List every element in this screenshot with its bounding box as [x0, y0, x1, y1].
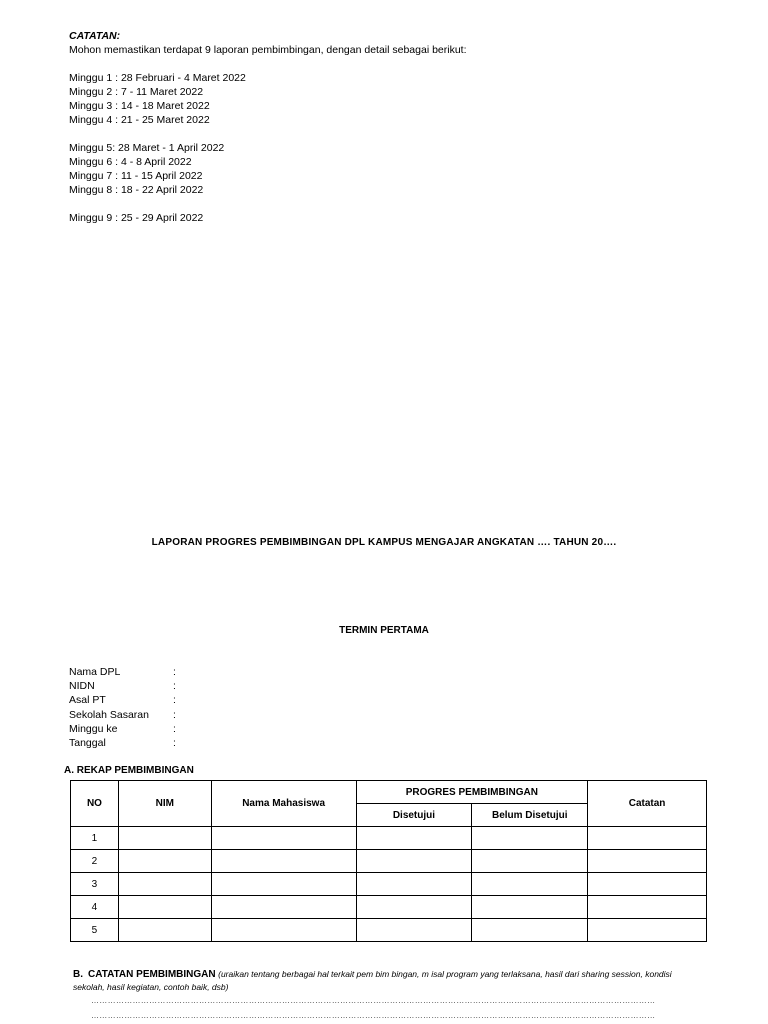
section-b-description: (uraikan tentang berbagai hal terkait pem bim bingan, m isal program yang terlaksana, hasil dari sharing session, kondisi sekolah, hasil kegiatan, contoh baik, dsb) [73, 969, 672, 992]
header-nim: NIM [118, 781, 211, 827]
info-colon: : [173, 666, 176, 678]
nama-cell[interactable] [211, 896, 356, 919]
header-no: NO [71, 781, 119, 827]
disetujui-cell[interactable] [356, 827, 472, 850]
belum-cell[interactable] [472, 827, 588, 850]
belum-cell[interactable] [472, 873, 588, 896]
info-row-tanggal [69, 736, 176, 750]
info-label: Nama DPL [69, 666, 121, 678]
header-belum: Belum Disetujui [472, 804, 588, 827]
week-item: Minggu 6 : 4 - 8 April 2022 [69, 156, 192, 168]
header-progres: PROGRES PEMBIMBINGAN [356, 781, 588, 804]
info-colon: : [173, 694, 176, 707]
header-disetujui: Disetujui [356, 804, 472, 827]
catatan-cell[interactable] [588, 919, 707, 942]
nama-cell[interactable] [211, 850, 356, 873]
info-fields [69, 665, 176, 750]
info-label: Tanggal [69, 736, 106, 749]
nama-cell[interactable] [211, 873, 356, 896]
belum-cell[interactable] [472, 919, 588, 942]
dotted-line[interactable]: …………………………………………………………………………………………………………………………………………………………………………………… [91, 1011, 656, 1020]
catatan-cell[interactable] [588, 827, 707, 850]
note-intro: Mohon memastikan terdapat 9 laporan pembimbingan, dengan detail sebagai berikut: [69, 44, 467, 56]
info-colon: : [173, 736, 176, 749]
table-row [71, 896, 707, 919]
nama-cell[interactable] [211, 827, 356, 850]
row-number: 2 [71, 850, 119, 873]
info-colon: : [173, 680, 176, 693]
info-row-nama-dpl [69, 665, 176, 679]
dotted-line[interactable]: …………………………………………………………………………………………………………………………………………………………………………………… [91, 996, 656, 1005]
disetujui-cell[interactable] [356, 896, 472, 919]
info-label: NIDN [69, 680, 95, 693]
report-title: LAPORAN PROGRES PEMBIMBINGAN DPL KAMPUS MENGAJAR ANGKATAN …. TAHUN 20…. [151, 537, 617, 548]
info-colon: : [173, 722, 176, 735]
info-row-asal-pt [69, 693, 176, 707]
section-b [73, 968, 703, 994]
info-row-nidn [69, 679, 176, 693]
catatan-cell[interactable] [588, 850, 707, 873]
table-row [71, 850, 707, 873]
nim-cell[interactable] [118, 896, 211, 919]
info-label: Minggu ke [69, 722, 118, 735]
table-row [71, 827, 707, 850]
catatan-cell[interactable] [588, 896, 707, 919]
belum-cell[interactable] [472, 896, 588, 919]
info-label: Sekolah Sasaran [69, 708, 149, 721]
nim-cell[interactable] [118, 850, 211, 873]
week-item: Minggu 8 : 18 - 22 April 2022 [69, 184, 204, 196]
note-title: CATATAN: [69, 30, 121, 42]
termin-title: TERMIN PERTAMA [339, 625, 429, 636]
week-schedule-list [69, 71, 246, 225]
catatan-cell[interactable] [588, 873, 707, 896]
info-row-sekolah [69, 708, 176, 722]
week-item: Minggu 9 : 25 - 29 April 2022 [69, 212, 204, 224]
row-number: 5 [71, 919, 119, 942]
row-number: 3 [71, 873, 119, 896]
nim-cell[interactable] [118, 873, 211, 896]
disetujui-cell[interactable] [356, 873, 472, 896]
belum-cell[interactable] [472, 850, 588, 873]
nim-cell[interactable] [118, 919, 211, 942]
disetujui-cell[interactable] [356, 919, 472, 942]
info-row-minggu [69, 722, 176, 736]
info-colon: : [173, 708, 176, 721]
row-number: 1 [71, 827, 119, 850]
section-b-letter: B. [73, 969, 83, 980]
table-row [71, 919, 707, 942]
week-item: Minggu 7 : 11 - 15 April 2022 [69, 170, 203, 182]
week-item: Minggu 2 : 7 - 11 Maret 2022 [69, 86, 204, 98]
nim-cell[interactable] [118, 827, 211, 850]
disetujui-cell[interactable] [356, 850, 472, 873]
header-catatan: Catatan [588, 781, 707, 827]
section-b-title: CATATAN PEMBIMBINGAN [88, 969, 216, 980]
rekap-table [70, 780, 707, 942]
section-a-title: A. REKAP PEMBIMBINGAN [64, 765, 194, 776]
week-item: Minggu 5: 28 Maret - 1 April 2022 [69, 142, 225, 154]
week-item: Minggu 4 : 21 - 25 Maret 2022 [69, 114, 210, 126]
week-item: Minggu 3 : 14 - 18 Maret 2022 [69, 100, 210, 112]
week-item: Minggu 1 : 28 Februari - 4 Maret 2022 [69, 72, 246, 84]
info-label: Asal PT [69, 694, 106, 707]
header-nama: Nama Mahasiswa [211, 781, 356, 827]
row-number: 4 [71, 896, 119, 919]
table-row [71, 873, 707, 896]
nama-cell[interactable] [211, 919, 356, 942]
